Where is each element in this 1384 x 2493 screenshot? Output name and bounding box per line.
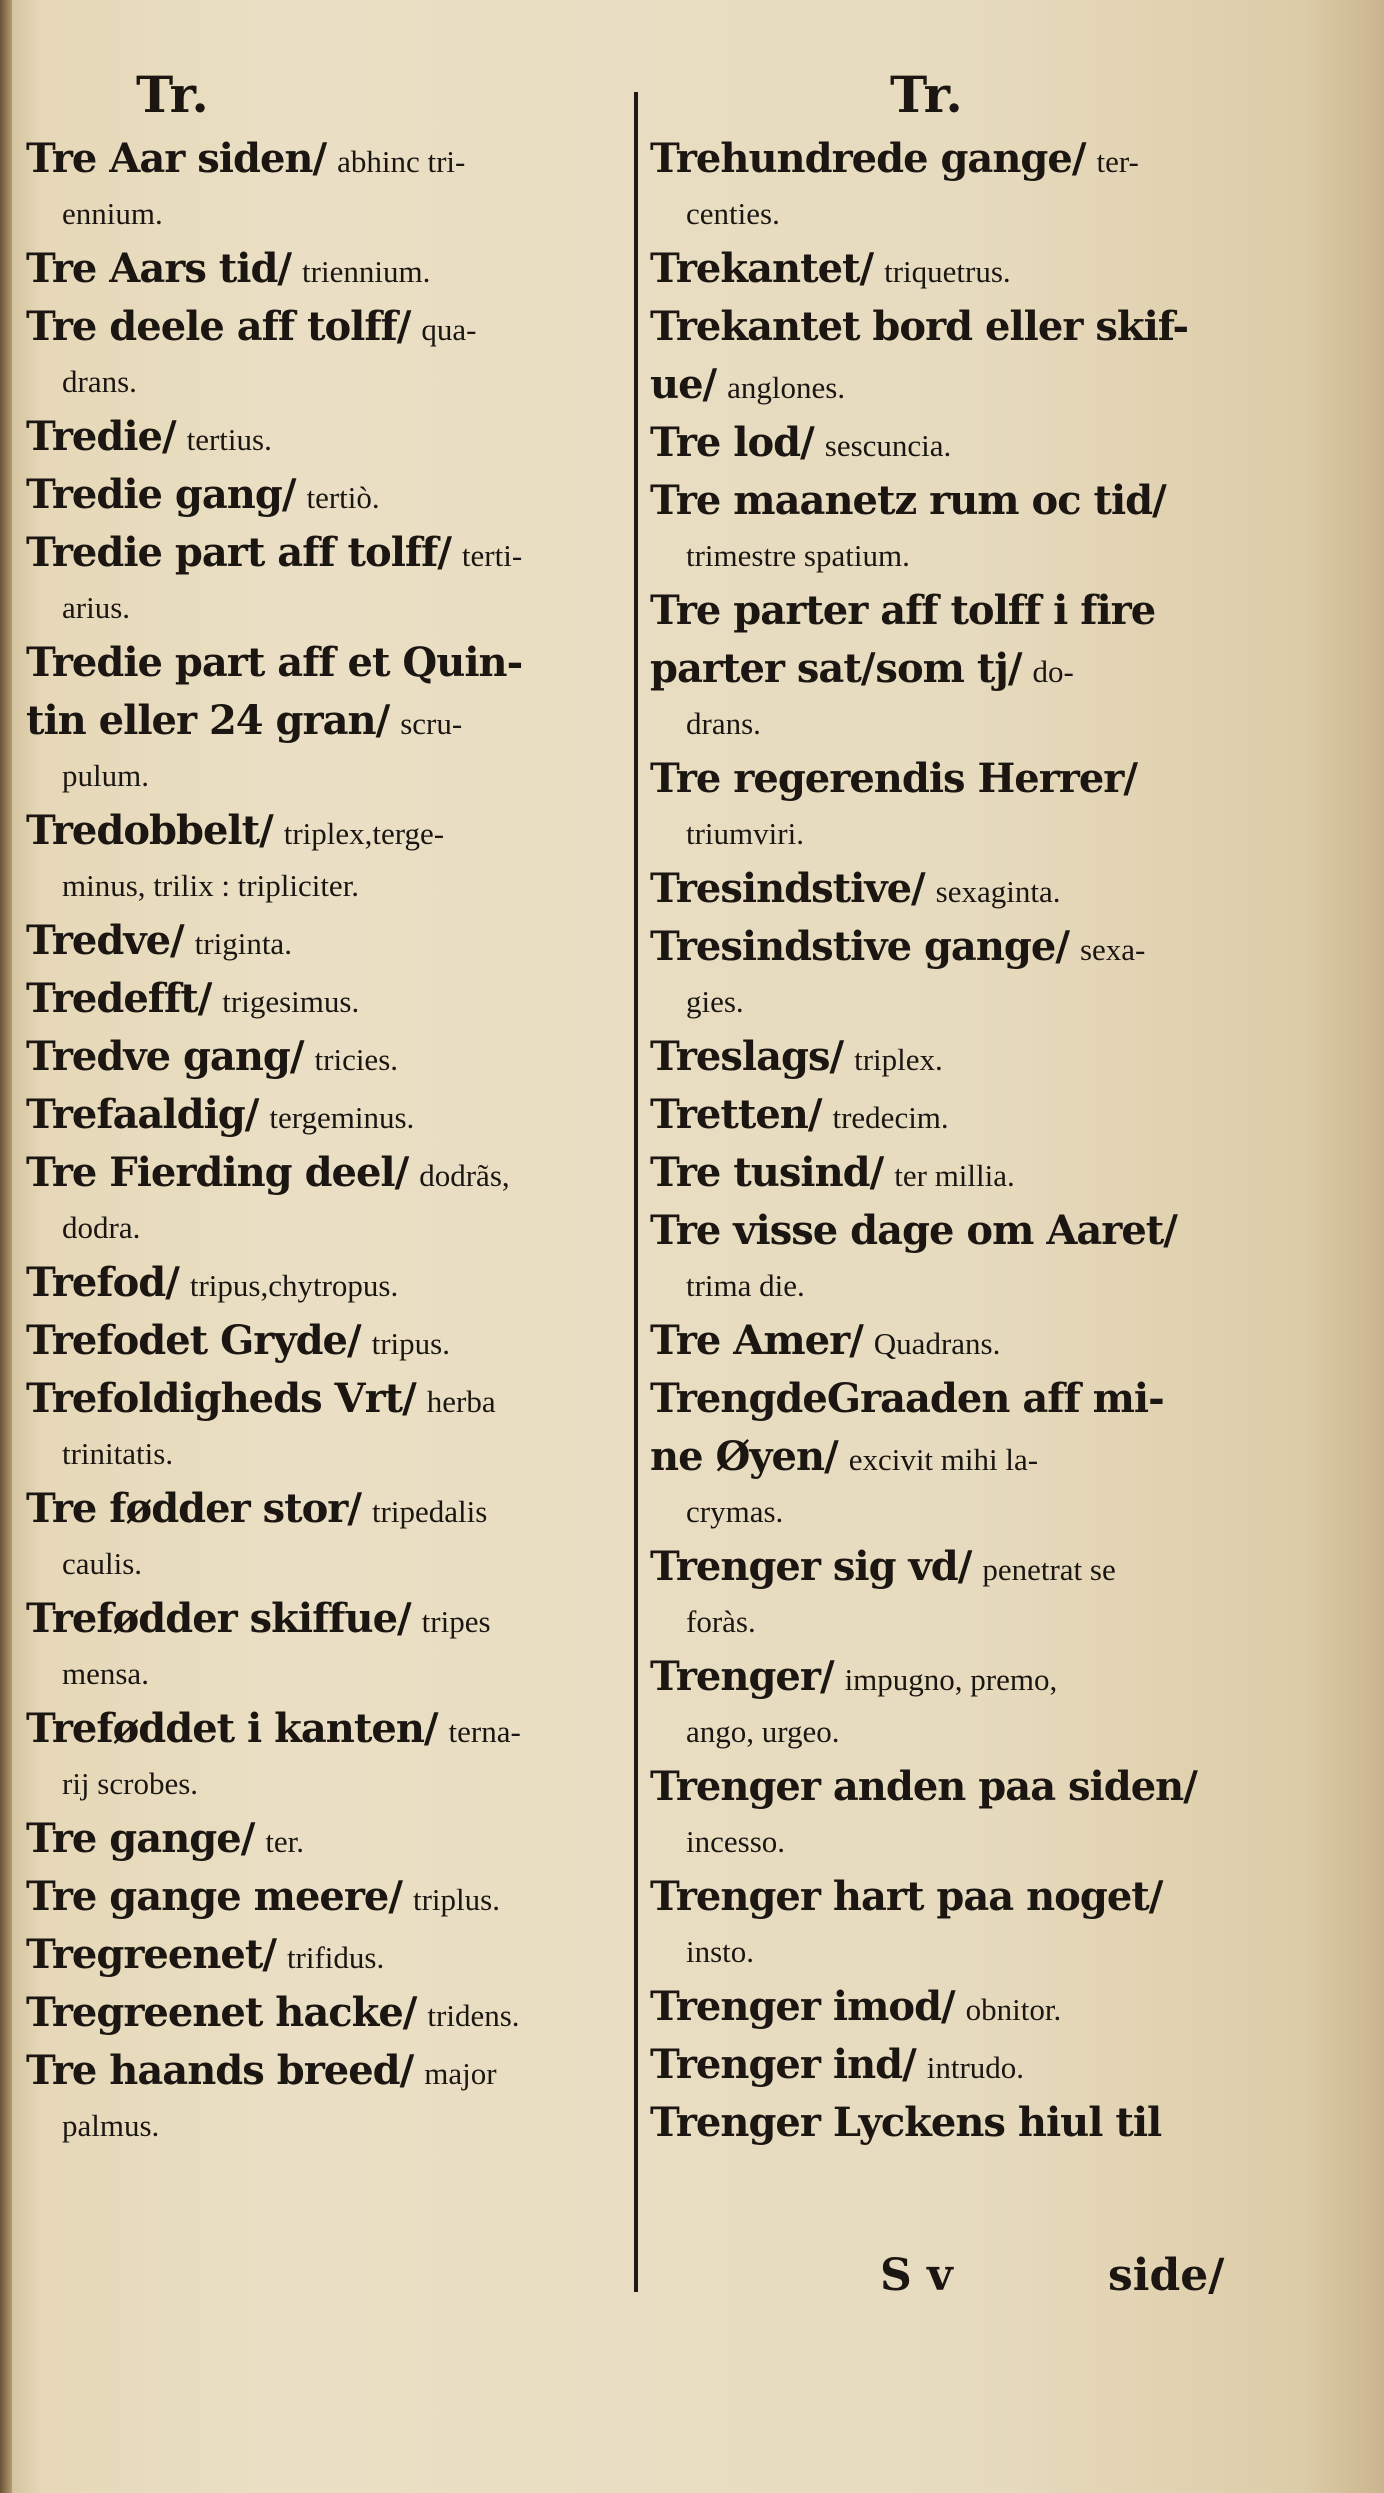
dictionary-entry bbox=[650, 640, 1280, 750]
entry-separator: / bbox=[1148, 1873, 1164, 1920]
entry-latin: triplex. bbox=[854, 1042, 943, 1077]
signature-mark: S v bbox=[880, 2250, 953, 2301]
entry-separator: / bbox=[312, 135, 328, 182]
dictionary-entry bbox=[26, 408, 626, 466]
entry-headword: Tredie gang bbox=[26, 471, 282, 518]
dictionary-entry bbox=[26, 1254, 626, 1312]
entry-headword: Tredobbelt bbox=[26, 807, 260, 854]
dictionary-entry bbox=[650, 298, 1280, 356]
entry-first-line bbox=[26, 912, 626, 970]
entry-latin: major bbox=[424, 2056, 497, 2091]
entry-separator: / bbox=[807, 1091, 823, 1138]
entry-separator: / bbox=[869, 1149, 885, 1196]
entry-latin: tergeminus. bbox=[269, 1100, 415, 1135]
entry-headword: ue bbox=[650, 361, 703, 408]
dictionary-entry bbox=[650, 130, 1280, 240]
entry-first-line bbox=[26, 2042, 626, 2100]
entry-first-line bbox=[650, 414, 1280, 472]
entry-continuation: insto. bbox=[686, 1934, 755, 1969]
entry-first-line bbox=[26, 970, 626, 1028]
dictionary-entry bbox=[26, 130, 626, 240]
dictionary-entry bbox=[26, 1144, 626, 1254]
entry-headword: Trenger Lyckens hiul til bbox=[650, 2099, 1162, 2146]
footer bbox=[880, 2250, 1224, 2301]
entry-separator: / bbox=[396, 303, 412, 350]
entry-separator: / bbox=[437, 529, 452, 576]
entry-headword: Trenger imod bbox=[650, 1983, 942, 2030]
entry-continuation: gies. bbox=[686, 984, 744, 1019]
entry-headword: Tre fødder stor bbox=[26, 1485, 348, 1532]
entry-continuation: incesso. bbox=[686, 1824, 786, 1859]
entry-first-line bbox=[26, 1086, 626, 1144]
entry-latin: abhinc tri- bbox=[337, 144, 466, 179]
entry-headword: Tredie bbox=[26, 413, 162, 460]
entry-headword: parter sat bbox=[650, 645, 861, 692]
entry-first-line bbox=[26, 1312, 626, 1370]
entry-first-line bbox=[26, 466, 626, 524]
entry-separator: / bbox=[281, 471, 297, 518]
column-divider bbox=[634, 92, 638, 2292]
entry-first-line bbox=[650, 918, 1280, 976]
entry-latin: ter millia. bbox=[894, 1158, 1015, 1193]
entry-separator: / bbox=[860, 645, 876, 692]
entry-first-line bbox=[650, 1144, 1280, 1202]
entry-continuation: drans. bbox=[62, 364, 137, 399]
entry-first-line bbox=[650, 1978, 1280, 2036]
entry-first-line bbox=[650, 298, 1280, 356]
entry-first-line bbox=[26, 1868, 626, 1926]
entry-latin: tertiò. bbox=[306, 480, 380, 515]
entry-separator: / bbox=[824, 1433, 839, 1480]
entry-continuation: rij scrobes. bbox=[62, 1766, 199, 1801]
entry-separator: / bbox=[941, 1983, 956, 2030]
dictionary-entry bbox=[650, 2036, 1280, 2094]
right-entries bbox=[650, 130, 1280, 2152]
entry-headword: Tre regerendis Herrer bbox=[650, 755, 1124, 802]
entry-first-line bbox=[26, 1810, 626, 1868]
dictionary-entry bbox=[650, 414, 1280, 472]
entry-headword: Tre parter aff tolff i fire bbox=[650, 587, 1156, 634]
entry-latin: terna- bbox=[448, 1714, 521, 1749]
entry-headword: Trefoldigheds Vrt bbox=[26, 1375, 403, 1422]
dictionary-entry bbox=[650, 1202, 1280, 1312]
entry-continuation: trimestre spatium. bbox=[686, 538, 910, 573]
entry-separator: / bbox=[394, 1149, 410, 1196]
entry-headword: Treslags bbox=[650, 1033, 830, 1080]
entry-latin: excivit mihi la- bbox=[848, 1442, 1039, 1477]
entry-separator: / bbox=[346, 1317, 362, 1364]
dictionary-entry bbox=[650, 2094, 1280, 2152]
dictionary-entry bbox=[26, 1590, 626, 1700]
entry-headword: Tre Fierding deel bbox=[26, 1149, 395, 1196]
entry-headword: Trenger ind bbox=[650, 2041, 903, 2088]
dictionary-entry bbox=[650, 1868, 1280, 1978]
entry-separator: / bbox=[375, 697, 391, 744]
right-column-header: Tr. bbox=[890, 65, 963, 124]
entry-separator: / bbox=[240, 1815, 256, 1862]
entry-headword: Tretten bbox=[650, 1091, 808, 1138]
entry-separator: / bbox=[388, 1873, 403, 1920]
entry-latin: triginta. bbox=[194, 926, 292, 961]
entry-latin: do- bbox=[1032, 654, 1074, 689]
entry-headword: Trenger bbox=[650, 1653, 820, 1700]
entry-headword: Treføddet i kanten bbox=[26, 1705, 424, 1752]
entry-first-line bbox=[26, 1028, 626, 1086]
right-column bbox=[650, 60, 1280, 2152]
dictionary-entry bbox=[26, 1480, 626, 1590]
entry-first-line bbox=[26, 524, 626, 582]
entry-first-line bbox=[650, 1312, 1280, 1370]
entry-first-line bbox=[650, 1370, 1280, 1428]
entry-continuation: mensa. bbox=[62, 1656, 149, 1691]
entry-separator: / bbox=[1007, 645, 1023, 692]
entry-headword: TrengdeGraaden aff mi- bbox=[650, 1375, 1164, 1422]
dictionary-entry bbox=[26, 970, 626, 1028]
entry-first-line bbox=[26, 1700, 626, 1758]
entry-latin: tricies. bbox=[314, 1042, 399, 1077]
entry-latin: tripus. bbox=[371, 1326, 450, 1361]
entry-continuation: triumviri. bbox=[686, 816, 804, 851]
entry-headword: Tre tusind bbox=[650, 1149, 870, 1196]
entry-first-line bbox=[26, 240, 626, 298]
entry-continuation: dodra. bbox=[62, 1210, 141, 1245]
dictionary-entry bbox=[650, 1144, 1280, 1202]
entry-headword: Tredefft bbox=[26, 975, 198, 1022]
entry-headword: Trehundrede gange bbox=[650, 135, 1072, 182]
dictionary-entry bbox=[26, 1028, 626, 1086]
entry-first-line bbox=[26, 692, 626, 750]
entry-separator: / bbox=[1183, 1763, 1198, 1810]
entry-first-line bbox=[26, 1480, 626, 1538]
entry-first-line bbox=[26, 634, 626, 692]
entry-latin: tripedalis bbox=[371, 1494, 488, 1529]
entry-latin: qua- bbox=[421, 312, 477, 347]
entry-first-line bbox=[650, 1538, 1280, 1596]
dictionary-entry bbox=[26, 1700, 626, 1810]
entry-headword-extra: som tj bbox=[875, 645, 1008, 692]
left-column-header: Tr. bbox=[136, 65, 209, 124]
entry-headword: Tre deele aff tolff bbox=[26, 303, 397, 350]
entry-latin: ter- bbox=[1096, 144, 1139, 179]
entry-headword: Tresindstive gange bbox=[650, 923, 1056, 970]
entry-first-line bbox=[650, 1758, 1280, 1816]
entry-headword: Trefod bbox=[26, 1259, 166, 1306]
entry-separator: / bbox=[1071, 135, 1087, 182]
entry-first-line bbox=[650, 1028, 1280, 1086]
entry-continuation: trima die. bbox=[686, 1268, 805, 1303]
entry-headword: Tre lod bbox=[650, 419, 801, 466]
entry-latin: sescuncia. bbox=[824, 428, 952, 463]
entry-separator: / bbox=[399, 2047, 415, 2094]
entry-first-line bbox=[26, 130, 626, 188]
dictionary-entry bbox=[26, 1868, 626, 1926]
entry-first-line bbox=[650, 2094, 1280, 2152]
entry-first-line bbox=[650, 1428, 1280, 1486]
entry-separator: / bbox=[1152, 477, 1167, 524]
entry-first-line bbox=[650, 750, 1280, 808]
entry-separator: / bbox=[1123, 755, 1138, 802]
dictionary-entry bbox=[26, 2042, 626, 2152]
dictionary-entry bbox=[650, 582, 1280, 640]
entry-latin: herba bbox=[426, 1384, 496, 1419]
entry-first-line bbox=[650, 356, 1280, 414]
entry-headword: Trekantet bord eller skif- bbox=[650, 303, 1189, 350]
entry-headword: Trenger sig vd bbox=[650, 1543, 958, 1590]
entry-headword: Tre maanetz rum oc tid bbox=[650, 477, 1153, 524]
dictionary-entry bbox=[650, 1428, 1280, 1538]
entry-headword: Tresindstive bbox=[650, 865, 912, 912]
entry-headword: Tredve gang bbox=[26, 1033, 290, 1080]
entry-first-line bbox=[650, 2036, 1280, 2094]
dictionary-entry bbox=[26, 1810, 626, 1868]
entry-first-line bbox=[650, 1868, 1280, 1926]
dictionary-entry bbox=[650, 240, 1280, 298]
entry-separator: / bbox=[849, 1317, 864, 1364]
entry-continuation: arius. bbox=[62, 590, 131, 625]
entry-latin: dodrãs, bbox=[419, 1158, 510, 1193]
dictionary-entry bbox=[26, 240, 626, 298]
dictionary-entry bbox=[650, 472, 1280, 582]
entry-latin: sexaginta. bbox=[935, 874, 1061, 909]
entry-first-line bbox=[26, 1254, 626, 1312]
entry-separator: / bbox=[244, 1091, 260, 1138]
dictionary-entry bbox=[26, 692, 626, 802]
entry-separator: / bbox=[170, 917, 185, 964]
entry-continuation: palmus. bbox=[62, 2108, 160, 2143]
entry-headword: Tre visse dage om Aaret bbox=[650, 1207, 1164, 1254]
entry-headword: Tre gange meere bbox=[26, 1873, 389, 1920]
entry-separator: / bbox=[859, 245, 875, 292]
entry-first-line bbox=[26, 1984, 626, 2042]
dictionary-entry bbox=[26, 912, 626, 970]
entry-separator: / bbox=[259, 807, 274, 854]
entry-separator: / bbox=[702, 361, 718, 408]
entry-continuation: minus, trilix : tripliciter. bbox=[62, 868, 360, 903]
entry-latin: obnitor. bbox=[965, 1992, 1062, 2027]
entry-latin: triquetrus. bbox=[884, 254, 1011, 289]
entry-separator: / bbox=[902, 2041, 917, 2088]
left-column bbox=[26, 60, 626, 2152]
entry-separator: / bbox=[957, 1543, 973, 1590]
dictionary-entry bbox=[650, 1370, 1280, 1428]
entry-continuation: ango, urgeo. bbox=[686, 1714, 840, 1749]
entry-headword: Trenger anden paa siden bbox=[650, 1763, 1184, 1810]
entry-separator: / bbox=[800, 419, 815, 466]
entry-separator: / bbox=[262, 1931, 277, 1978]
catchword: side/ bbox=[1108, 2250, 1225, 2301]
entry-headword: Tregreenet hacke bbox=[26, 1989, 403, 2036]
entry-first-line bbox=[26, 1144, 626, 1202]
entry-headword: tin eller 24 gran bbox=[26, 697, 376, 744]
dictionary-entry bbox=[26, 634, 626, 692]
entry-headword: Tregreenet bbox=[26, 1931, 263, 1978]
dictionary-entry bbox=[650, 918, 1280, 1028]
entry-first-line bbox=[650, 1648, 1280, 1706]
dictionary-entry bbox=[650, 1648, 1280, 1758]
entry-separator: / bbox=[829, 1033, 845, 1080]
dictionary-entry bbox=[650, 1086, 1280, 1144]
entry-continuation: drans. bbox=[686, 706, 761, 741]
entry-first-line bbox=[650, 582, 1280, 640]
entry-separator: / bbox=[397, 1595, 412, 1642]
entry-latin: intrudo. bbox=[926, 2050, 1025, 2085]
dictionary-entry bbox=[650, 860, 1280, 918]
dictionary-entry bbox=[26, 802, 626, 912]
entry-continuation: ennium. bbox=[62, 196, 163, 231]
dictionary-entry bbox=[650, 1312, 1280, 1370]
dictionary-entry bbox=[26, 1312, 626, 1370]
entry-first-line bbox=[650, 860, 1280, 918]
entry-first-line bbox=[26, 408, 626, 466]
entry-first-line bbox=[650, 240, 1280, 298]
entry-separator: / bbox=[819, 1653, 835, 1700]
entry-first-line bbox=[26, 298, 626, 356]
entry-first-line bbox=[650, 1202, 1280, 1260]
entry-latin: triplex,terge- bbox=[283, 816, 445, 851]
entry-latin: Quadrans. bbox=[873, 1326, 1001, 1361]
entry-latin: trifidus. bbox=[286, 1940, 385, 1975]
entry-continuation: caulis. bbox=[62, 1546, 143, 1581]
entry-headword: Trenger hart paa noget bbox=[650, 1873, 1149, 1920]
entry-continuation: pulum. bbox=[62, 758, 149, 793]
dictionary-entry bbox=[650, 1758, 1280, 1868]
entry-latin: tredecim. bbox=[832, 1100, 949, 1135]
dictionary-entry bbox=[650, 356, 1280, 414]
entry-separator: / bbox=[911, 865, 926, 912]
entry-separator: / bbox=[165, 1259, 180, 1306]
entry-headword: Tre Amer bbox=[650, 1317, 850, 1364]
dictionary-entry bbox=[26, 524, 626, 634]
entry-headword: Trekantet bbox=[650, 245, 860, 292]
dictionary-entry bbox=[26, 1370, 626, 1480]
entry-latin: terti- bbox=[461, 538, 523, 573]
dictionary-entry bbox=[650, 1028, 1280, 1086]
entry-continuation: centies. bbox=[686, 196, 780, 231]
dictionary-entry bbox=[650, 1978, 1280, 2036]
entry-separator: / bbox=[289, 1033, 305, 1080]
entry-headword: Tre Aars tid bbox=[26, 245, 278, 292]
entry-first-line bbox=[26, 802, 626, 860]
entry-separator: / bbox=[402, 1989, 418, 2036]
entry-separator: / bbox=[1163, 1207, 1178, 1254]
entry-continuation: foràs. bbox=[686, 1604, 756, 1639]
entry-headword: Tredie part aff tolff bbox=[26, 529, 438, 576]
entry-first-line bbox=[650, 1086, 1280, 1144]
entry-first-line bbox=[650, 130, 1280, 188]
dictionary-entry bbox=[26, 1926, 626, 1984]
entry-first-line bbox=[26, 1926, 626, 1984]
entry-separator: / bbox=[347, 1485, 362, 1532]
entry-latin: tridens. bbox=[427, 1998, 520, 2033]
entry-latin: ter. bbox=[265, 1824, 305, 1859]
entry-latin: impugno, premo, bbox=[844, 1662, 1058, 1697]
dictionary-entry bbox=[650, 1538, 1280, 1648]
dictionary-entry bbox=[26, 1984, 626, 2042]
entry-latin: trigesimus. bbox=[222, 984, 360, 1019]
entry-latin: scru- bbox=[400, 706, 463, 741]
entry-separator: / bbox=[197, 975, 213, 1022]
entry-first-line bbox=[650, 640, 1280, 698]
entry-headword: Tre Aar siden bbox=[26, 135, 313, 182]
entry-latin: anglones. bbox=[727, 370, 846, 405]
dictionary-entry bbox=[650, 750, 1280, 860]
entry-continuation: crymas. bbox=[686, 1494, 784, 1529]
entry-headword: Tre haands breed bbox=[26, 2047, 400, 2094]
entry-continuation: trinitatis. bbox=[62, 1436, 174, 1471]
entry-latin: triennium. bbox=[302, 254, 431, 289]
entry-first-line bbox=[26, 1590, 626, 1648]
entry-headword: Trefaaldig bbox=[26, 1091, 245, 1138]
entry-first-line bbox=[26, 1370, 626, 1428]
dictionary-entry bbox=[26, 1086, 626, 1144]
entry-latin: tertius. bbox=[186, 422, 272, 457]
entry-headword: ne Øyen bbox=[650, 1433, 825, 1480]
entry-first-line bbox=[650, 472, 1280, 530]
entry-headword: Trefødder skiffue bbox=[26, 1595, 398, 1642]
entry-separator: / bbox=[1055, 923, 1070, 970]
entry-headword: Tre gange bbox=[26, 1815, 241, 1862]
entry-latin: triplus. bbox=[412, 1882, 500, 1917]
entry-separator: / bbox=[402, 1375, 417, 1422]
dictionary-entry bbox=[26, 298, 626, 408]
dictionary-entry bbox=[26, 466, 626, 524]
entry-separator: / bbox=[277, 245, 293, 292]
entry-latin: tripus,chytropus. bbox=[189, 1268, 399, 1303]
entry-latin: penetrat se bbox=[982, 1552, 1116, 1587]
left-entries bbox=[26, 130, 626, 2152]
entry-latin: tripes bbox=[421, 1604, 491, 1639]
entry-headword: Tredie part aff et Quin- bbox=[26, 639, 523, 686]
entry-separator: / bbox=[162, 413, 177, 460]
entry-separator: / bbox=[423, 1705, 439, 1752]
entry-headword: Trefodet Gryde bbox=[26, 1317, 347, 1364]
entry-latin: sexa- bbox=[1079, 932, 1146, 967]
entry-headword: Tredve bbox=[26, 917, 171, 964]
